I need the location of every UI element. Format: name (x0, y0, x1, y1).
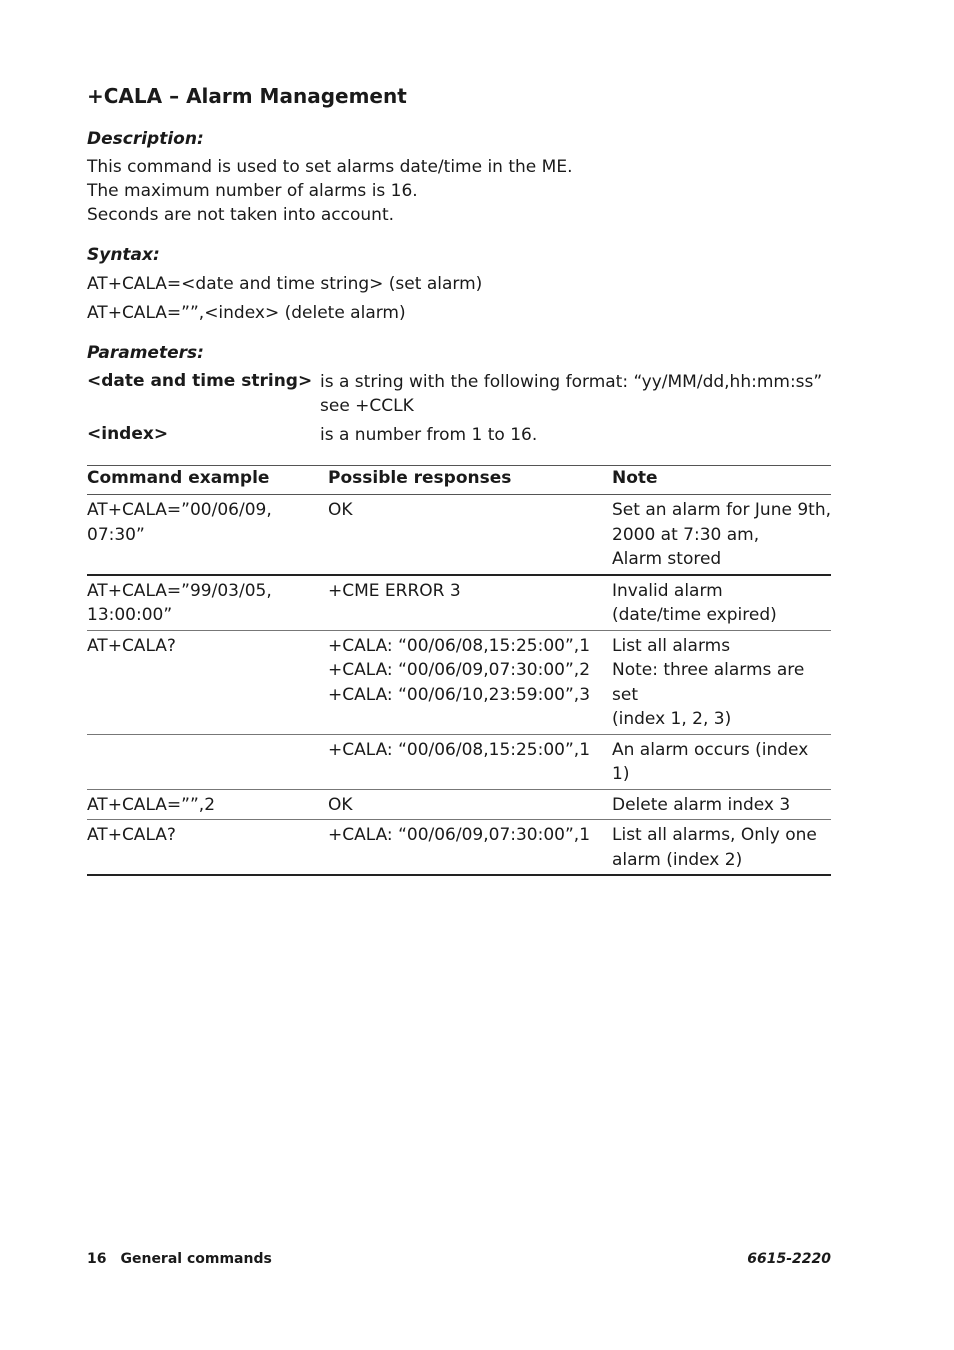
cell-note: Delete alarm index 3 (612, 794, 791, 815)
parameter-desc-date-time (320, 370, 822, 418)
cell-note: List all alarms, Only one alarm (index 2) (612, 825, 817, 870)
table-header-row (87, 466, 831, 495)
cell-command (87, 734, 328, 789)
cell-response: OK (328, 500, 353, 520)
page-title: +CALA – Alarm Management (87, 84, 407, 108)
cell-note: Invalid alarm (date/time expired) (612, 580, 777, 625)
cell-response: +CALA: “00/06/08,15:25:00”,1 (328, 739, 591, 760)
table-row (87, 820, 831, 876)
cell-command: AT+CALA=””,2 (87, 794, 216, 815)
cell-command: AT+CALA? (87, 635, 176, 656)
table-row (87, 575, 831, 631)
cell-note: List all alarms Note: three alarms are set (index 1, 2, 3) (612, 635, 805, 729)
footer-left (87, 1251, 272, 1267)
description-line-2: The maximum number of alarms is 16. (87, 181, 418, 201)
header-note: Note (612, 468, 658, 488)
syntax-line-1: AT+CALA=<date and time string> (set alarm) (87, 274, 483, 294)
description-line-3: Seconds are not taken into account. (87, 205, 395, 225)
parameter-name-index: <index> (87, 424, 169, 444)
table-row (87, 734, 831, 789)
cell-response: +CME ERROR 3 (328, 580, 461, 601)
header-command-example: Command example (87, 468, 270, 488)
cell-response: +CALA: “00/06/08,15:25:00”,1 +CALA: “00/06/09,07:30:00”,2 +CALA: “00/06/10,23:59:00”,3 (328, 635, 591, 705)
cell-note: Set an alarm for June 9th, 2000 at 7:30 am, Alarm stored (612, 500, 831, 569)
table-row (87, 789, 831, 820)
cell-response: +CALA: “00/06/09,07:30:00”,1 (328, 825, 591, 845)
parameters-label: Parameters: (87, 343, 204, 363)
section-name: General commands (120, 1251, 272, 1267)
parameter-desc-index: is a number from 1 to 16. (320, 425, 538, 445)
table-row (87, 495, 831, 575)
syntax-label: Syntax: (87, 245, 160, 265)
cell-command: AT+CALA=”00/06/09, 07:30” (87, 500, 272, 545)
table-row (87, 630, 831, 734)
cell-note: An alarm occurs (index 1) (612, 739, 809, 784)
cell-command: AT+CALA=”99/03/05, 13:00:00” (87, 580, 272, 625)
command-example-table (87, 465, 831, 876)
description-line-1: This command is used to set alarms date/time in the ME. (87, 157, 573, 177)
parameter-name-date-time: <date and time string> (87, 371, 313, 391)
cell-command: AT+CALA? (87, 825, 176, 845)
description-label: Description: (87, 129, 204, 149)
document-id: 6615-2220 (747, 1251, 831, 1267)
parameter-desc-line: is a string with the following format: “yy/MM/dd,hh:mm:ss” (320, 372, 823, 392)
header-possible-responses: Possible responses (328, 468, 512, 488)
syntax-line-2: AT+CALA=””,<index> (delete alarm) (87, 303, 406, 323)
cell-response: OK (328, 794, 353, 815)
page-number: 16 (87, 1251, 107, 1267)
parameter-desc-line: see +CCLK (320, 396, 414, 416)
